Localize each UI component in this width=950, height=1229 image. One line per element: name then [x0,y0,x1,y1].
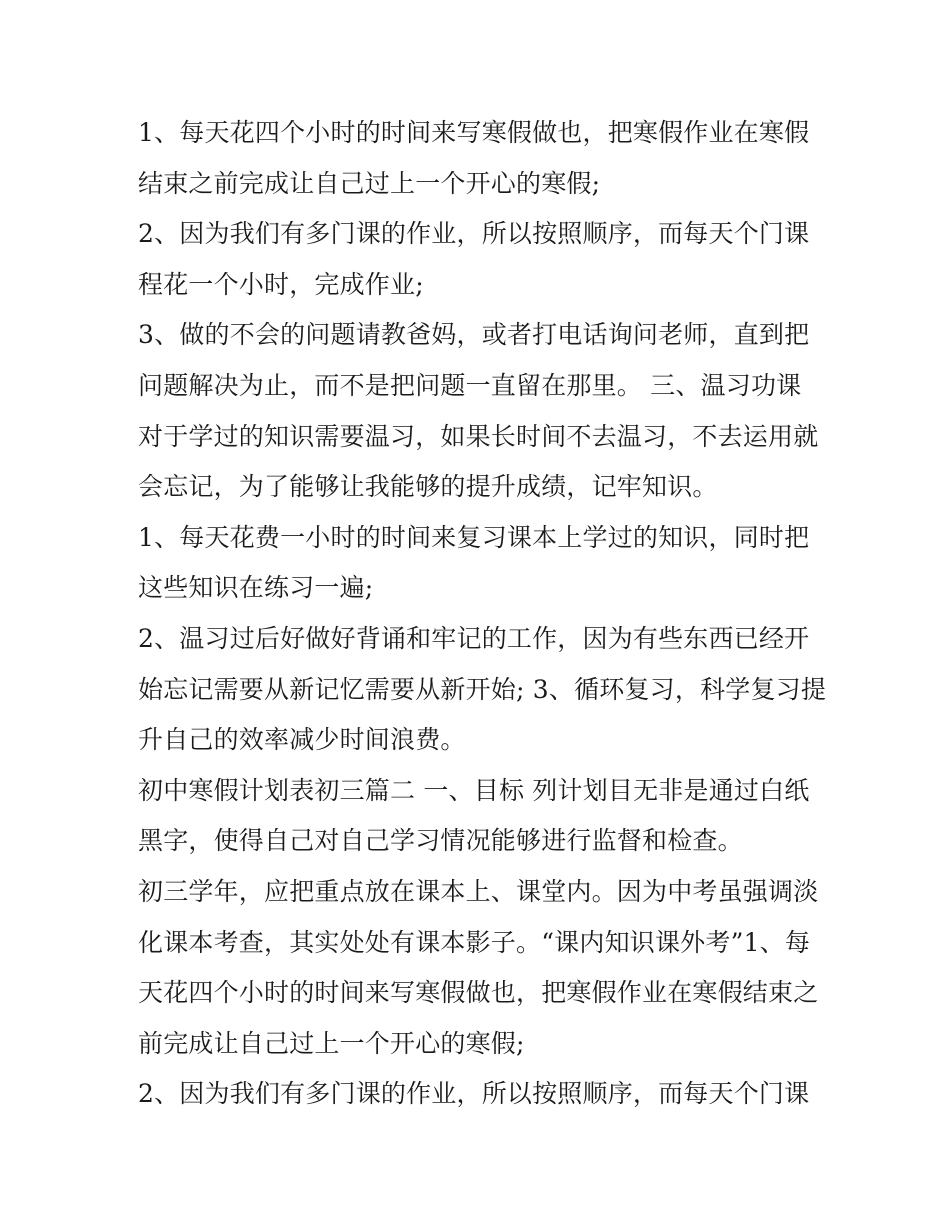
text-line: 程花一个小时，完成作业; [138,269,424,299]
text-line: 升自己的效率减少时间浪费。 [138,725,466,755]
text-line: 天花四个小时的时间来写寒假做也，把寒假作业在寒假结束之 [138,978,819,1008]
text-line: 始忘记需要从新记忆需要从新开始; 3、循环复习，科学复习提 [138,674,827,704]
text-line: 初中寒假计划表初三篇二 一、目标 列计划目无非是通过白纸 [138,775,810,805]
document-body [138,108,828,1120]
text-line: 前完成让自己过上一个开心的寒假; [138,1028,525,1058]
text-line: 对于学过的知识需要温习，如果长时间不去温习，不去运用就 [138,421,819,451]
text-line: 黑字，使得自己对自己学习情况能够进行监督和检查。 [138,826,743,856]
text-line: 1、每天花费一小时的时间来复习课本上学过的知识，同时把 [138,522,810,552]
text-line: 1、每天花四个小时的时间来写寒假做也，把寒假作业在寒假 [138,118,810,147]
text-line: 这些知识在练习一遍; [138,573,374,603]
text-line: 问题解决为止，而不是把问题一直留在那里。 三、温习功课 [138,370,802,400]
text-line: 2、因为我们有多门课的作业，所以按照顺序，而每天个门课 [138,219,810,249]
text-line: 初三学年，应把重点放在课本上、课堂内。因为中考虽强调淡 [138,876,819,906]
text-line: 2、因为我们有多门课的作业，所以按照顺序，而每天个门课 [138,1079,810,1109]
text-line: 化课本考查，其实处处有课本影子。“课内知识课外考”1、每 [138,927,811,957]
text-line: 3、做的不会的问题请教爸妈，或者打电话询问老师，直到把 [138,320,810,350]
text-line: 2、温习过后好做好背诵和牢记的工作，因为有些东西已经开 [138,623,810,653]
text-line: 会忘记，为了能够让我能够的提升成绩，记牢知识。 [138,472,718,502]
text-line: 结束之前完成让自己过上一个开心的寒假; [138,168,601,198]
